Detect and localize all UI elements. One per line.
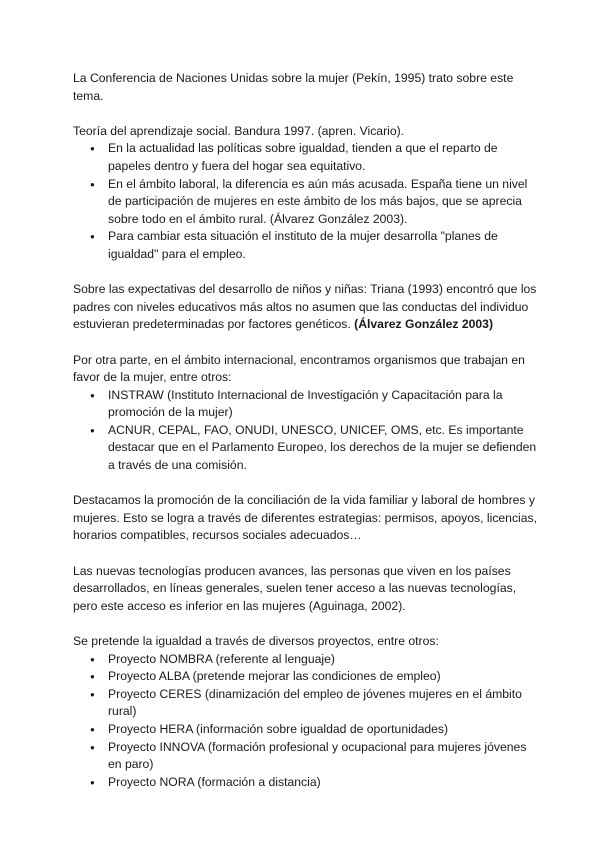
paragraph-internacional: Por otra parte, en el ámbito internacional, encontramos organismos que trabajan en favor de la mujer, entre otros: — [73, 352, 525, 385]
list-item: ● Proyecto NOMBRA (referente al lenguaje) — [73, 651, 540, 669]
paragraph-teoria: Teoría del aprendizaje social. Bandura 1997. (apren. Vicario). — [73, 123, 405, 138]
list-item: ● En el ámbito laboral, la diferencia es aún más acusada. España tiene un nivel de participación de mujeres en este ámbito de los más bajos, que se aprecia sobre todo en el ámbito rural. (Álvarez González 2003). — [73, 176, 540, 229]
list-item: ● Proyecto INNOVA (formación profesional y ocupacional para mujeres jóvenes en paro) — [73, 739, 540, 774]
list-item: ● Proyecto NORA (formación a distancia) — [73, 774, 540, 792]
list-item: ● INSTRAW (Instituto Internacional de Investigación y Capacitación para la promoción de la mujer) — [73, 387, 540, 422]
section-bandura — [73, 123, 540, 264]
paragraph-proyectos: Se pretende la igualdad a través de diversos proyectos, entre otros: — [73, 634, 439, 648]
list-item: ● Proyecto CERES (dinamización del empleo de jóvenes mujeres en el ámbito rural) — [73, 686, 540, 721]
list-item: ● Proyecto HERA (información sobre igualdad de oportunidades) — [73, 721, 540, 739]
paragraph-conciliacion: Destacamos la promoción de la conciliación de la vida familiar y laboral de hombres y mujeres. Esto se logra a través de diferentes estrategias: permisos, apoyos, licencias, horarios compatibles, recursos sociales adecuados… — [73, 493, 538, 543]
list-item: ● Proyecto ALBA (pretende mejorar las condiciones de empleo) — [73, 668, 540, 686]
bandura-list — [73, 140, 540, 263]
paragraph-tecnologias: Las nuevas tecnologías producen avances, las personas que viven en los países desarrollados, en líneas generales, suelen tener acceso a las nuevas tecnologías, pero este acceso es inferior en las mujeres (Aguinaga, 2002). — [73, 563, 517, 613]
paragraph-expectativas — [73, 281, 540, 334]
proyectos-list — [73, 651, 540, 792]
citation-bold: (Álvarez González 2003) — [354, 317, 494, 332]
list-item: ● Para cambiar esta situación el instituto de la mujer desarrolla "planes de igualdad" para el empleo. — [73, 228, 540, 263]
paragraph-conferencia: La Conferencia de Naciones Unidas sobre la mujer (Pekín, 1995) trato sobre este tema. — [73, 71, 514, 103]
list-item: ● ACNUR, CEPAL, FAO, ONUDI, UNESCO, UNICEF, OMS, etc. Es importante destacar que en el Parlamento Europeo, los derechos de la mujer se defienden a través de una comisión. — [73, 422, 540, 475]
list-item: ● En la actualidad las políticas sobre igualdad, tienden a que el reparto de papeles dentro y fuera del hogar sea equitativo. — [73, 140, 540, 175]
section-organismos — [73, 352, 540, 475]
paragraph-expectativas-text: Sobre las expectativas del desarrollo de niños y niñas: Triana (1993) encontró que los padres con niveles educativos más altos no asumen que las conductas del individuo estuvieran predeterminadas por factores genéticos. — [73, 282, 537, 332]
organismos-list — [73, 387, 540, 475]
section-proyectos — [73, 633, 540, 791]
